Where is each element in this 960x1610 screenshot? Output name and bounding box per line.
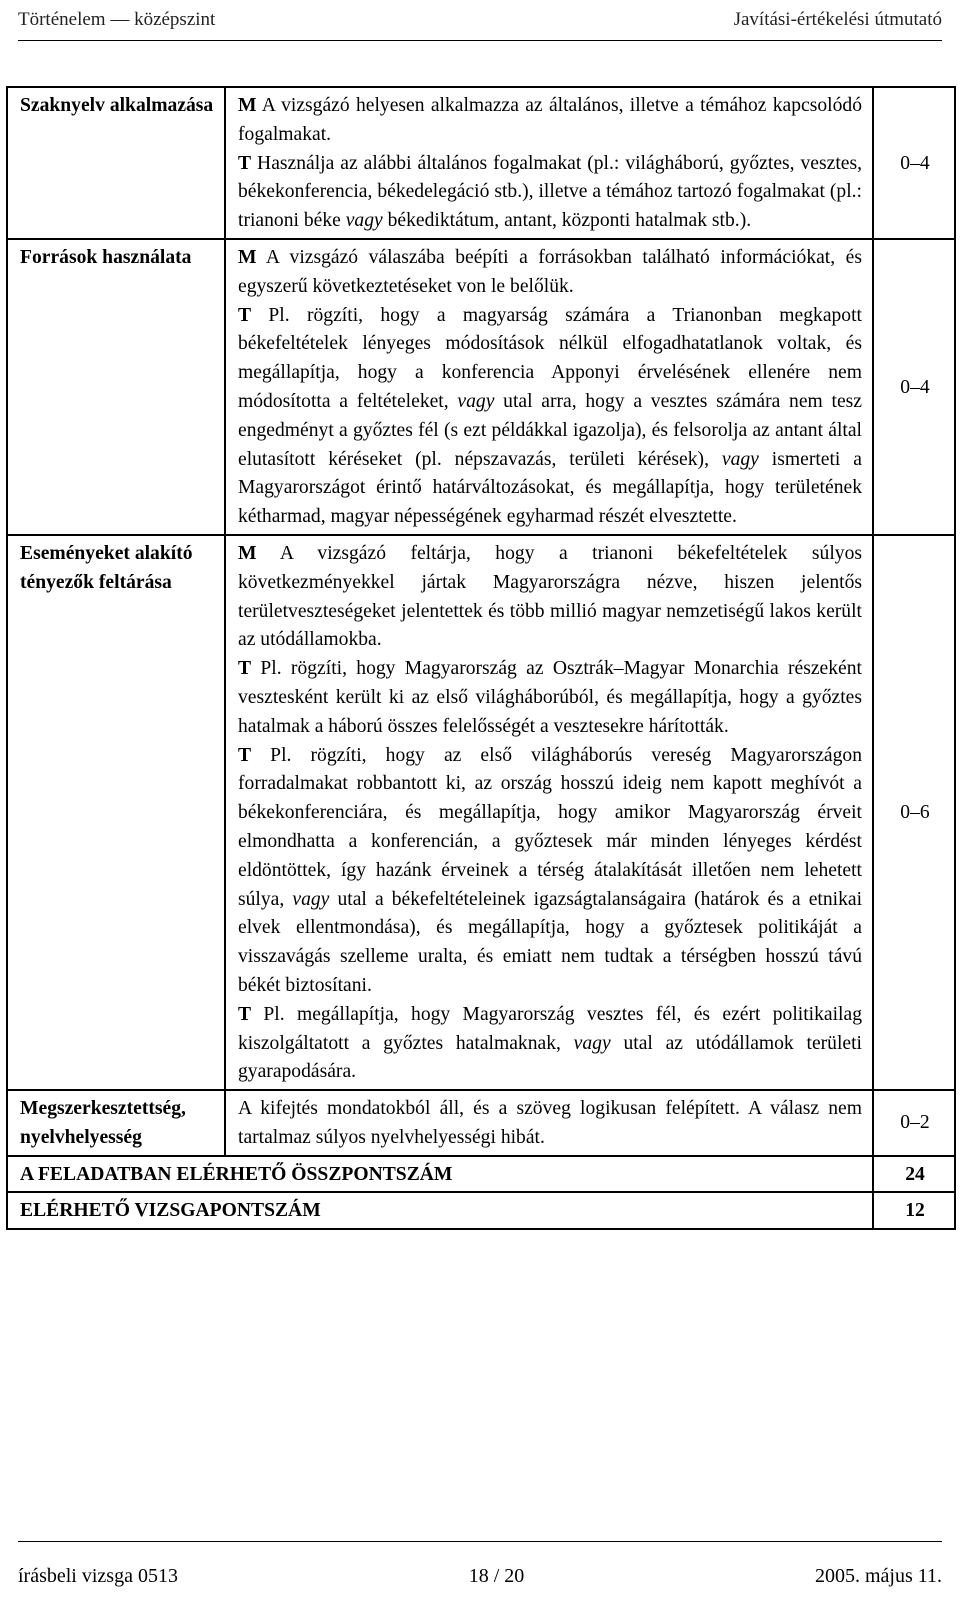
criterion-description <box>225 1090 873 1156</box>
description-paragraph <box>238 244 862 302</box>
paragraph-text: A vizsgázó feltárja, hogy a trianoni békefeltételek súlyos következményekkel jártak Magyarországra nézve, hiszen jelentős területveszteségeket jelentettek és több millió magyar nemzetiségű lakos került az utódállamokba. <box>238 542 862 651</box>
paragraph-text: Pl. rögzíti, hogy Magyarország az Osztrák–Magyar Monarchia részeként vesztesként került ki az első világháborúból, és megállapítja, hogy a győztes hatalmak a háború összes felelősségét a vesztesekre hárították. <box>238 658 862 737</box>
paragraph-text: Pl. rögzíti, hogy az első világháborús vereség Magyarországon forradalmakat robbantott ki, az ország hosszú ideig nem kapott meghívót a békekonferenciára, és megállapítja, hogy amikor Magyarország érveit elmondhatta a konferencián, a győztesek már minden lényeges kérdést eldöntöttek, így hazánk érveinek a térség átalakítását illetően nem lehetett súlya, <box>238 744 862 910</box>
page-footer <box>18 1541 942 1610</box>
criterion-name: Megszerkesztettség, nyelvhelyesség <box>7 1090 225 1156</box>
level-tag: T <box>238 152 252 174</box>
level-tag: T <box>238 304 252 326</box>
level-tag: T <box>238 658 252 680</box>
description-paragraph <box>238 540 862 655</box>
criterion-points: 0–4 <box>873 87 955 239</box>
level-tag: M <box>238 246 257 268</box>
criterion-row <box>7 535 955 1090</box>
criterion-points: 0–6 <box>873 535 955 1090</box>
summary-row-task-total <box>7 1156 955 1193</box>
emphasis-text: vagy <box>457 390 495 412</box>
criterion-description <box>225 87 873 239</box>
paragraph-text: A vizsgázó válaszába beépíti a forrásokban található információkat, és egyszerű következtetéseket von le belőlük. <box>238 246 862 297</box>
footer-exam-code: írásbeli vizsga 0513 <box>18 1564 178 1587</box>
summary-label: ELÉRHETŐ VIZSGAPONTSZÁM <box>7 1192 873 1229</box>
description-paragraph <box>238 742 862 1001</box>
summary-points: 24 <box>873 1156 955 1193</box>
criterion-name: Szaknyelv alkalmazása <box>7 87 225 239</box>
level-tag: M <box>238 95 257 116</box>
description-paragraph <box>238 302 862 532</box>
description-paragraph <box>238 655 862 741</box>
level-tag: T <box>238 1003 252 1025</box>
emphasis-text: vagy <box>292 888 330 910</box>
level-tag: M <box>238 542 257 564</box>
criterion-name: Eseményeket alakító tényezők feltárása <box>7 535 225 1090</box>
assessment-table <box>6 86 956 1230</box>
header-doc-title: Javítási-értékelési útmutató <box>733 9 942 30</box>
description-paragraph <box>238 1001 862 1087</box>
summary-label: A FELADATBAN ELÉRHETŐ ÖSSZPONTSZÁM <box>7 1156 873 1193</box>
paragraph-text: ismerteti a Magyarországot érintő határváltozásokat, és megállapítja, hogy területének kétharmad, magyar népességének egyharmad részét elvesztette. <box>238 448 862 528</box>
description-paragraph <box>238 1095 862 1153</box>
paragraph-text: Használja az alábbi általános fogalmakat (pl.: világháború, győztes, vesztes, békekonferencia, békedelegáció stb.), illetve a témához tartozó fogalmakat (pl.: trianoni béke <box>238 152 862 232</box>
level-tag: T <box>238 744 252 766</box>
paragraph-text: A kifejtés mondatokból áll, és a szöveg logikusan felépített. A válasz nem tartalmaz súlyos nyelvhelyességi hibát. <box>238 1098 862 1148</box>
criterion-row <box>7 87 955 239</box>
description-paragraph <box>238 150 862 236</box>
page-header <box>18 0 942 41</box>
description-paragraph <box>238 92 862 150</box>
emphasis-text: vagy <box>345 210 383 232</box>
criterion-points: 0–4 <box>873 239 955 535</box>
summary-row-exam-total <box>7 1192 955 1229</box>
paragraph-text: Pl. megállapítja, hogy Magyarország vesztes fél, és ezért politikailag kiszolgáltatott a győztes hatalmaknak, <box>238 1003 862 1054</box>
paragraph-text: Pl. rögzíti, hogy a magyarság számára a Trianonban megkapott békefeltételek lényeges módosítások nélkül elfogadhatatlanok voltak, és megállapítja, hogy a konferencia Apponyi érvelésének ellenére nem módosította a feltételeket, <box>238 304 862 412</box>
criterion-description <box>225 535 873 1090</box>
criterion-name: Források használata <box>7 239 225 535</box>
paragraph-text: utal az utódállamok területi gyarapodására. <box>238 1032 862 1083</box>
paragraph-text: utal a békefeltételeinek igazságtalanságaira (határok és a etnikai elvek ellentmondása), és megállapítja, hogy a győztesek politikáját a visszavágás szelleme uralta, és emiatt nem tudtak a térségben hosszú távú békét biztosítani. <box>238 888 863 996</box>
criterion-points: 0–2 <box>873 1090 955 1156</box>
criterion-row <box>7 239 955 535</box>
footer-page-number: 18 / 20 <box>468 1564 525 1587</box>
summary-points: 12 <box>873 1192 955 1229</box>
criterion-row <box>7 1090 955 1156</box>
paragraph-text: A vizsgázó helyesen alkalmazza az általános, illetve a témához kapcsolódó fogalmakat. <box>238 95 862 145</box>
paragraph-text: utal arra, hogy a vesztes számára nem tesz engedményt a győztes fél (s ezt példákkal igazolja), és felsorolja az antant által elutasított kéréseket (pl. népszavazás, területi kérések), <box>238 390 862 470</box>
header-subject: Történelem — középszint <box>18 9 216 30</box>
criterion-description <box>225 239 873 535</box>
emphasis-text: vagy <box>721 448 759 470</box>
emphasis-text: vagy <box>573 1032 611 1054</box>
paragraph-text: békediktátum, antant, központi hatalmak stb.). <box>382 210 752 232</box>
footer-date: 2005. május 11. <box>814 1564 942 1587</box>
